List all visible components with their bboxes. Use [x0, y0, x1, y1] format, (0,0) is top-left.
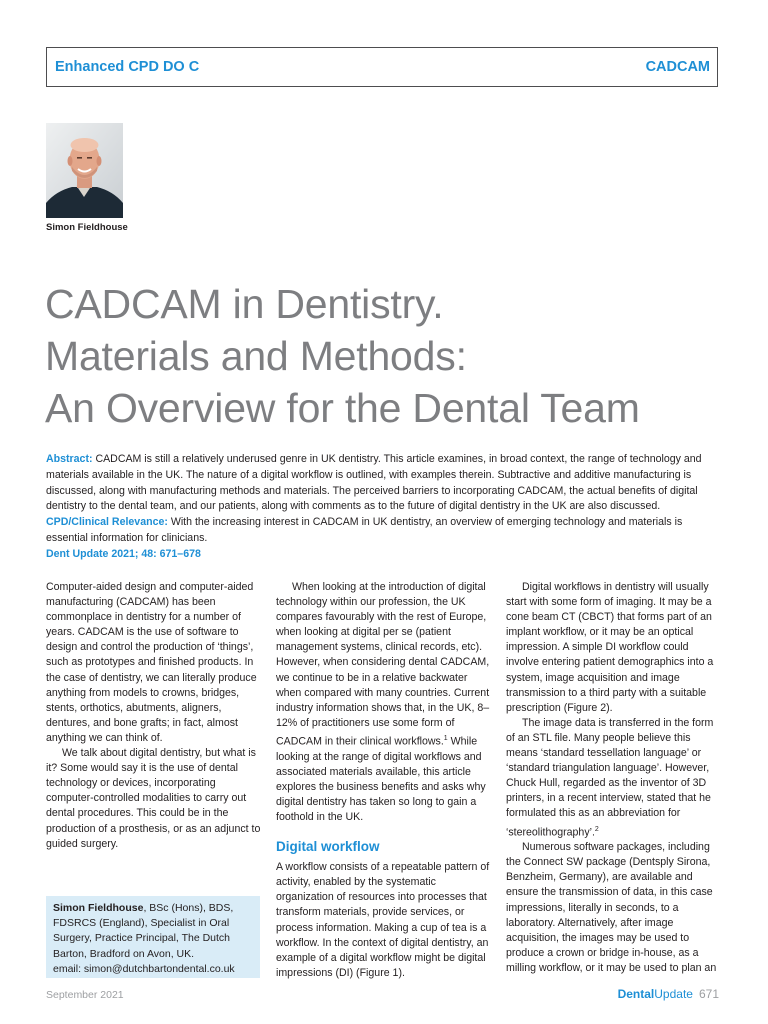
article-title	[45, 278, 745, 434]
cpd-relevance-label: CPD/Clinical Relevance:	[46, 516, 168, 529]
section-label: CADCAM	[645, 59, 710, 75]
bio-name: Simon Fieldhouse	[53, 902, 144, 914]
bio-email: email: simon@dutchbartondental.co.uk	[53, 962, 235, 975]
col2-paragraph-1	[276, 580, 494, 825]
section-heading-digital-workflow: Digital workflow	[276, 839, 380, 855]
title-line-2: Materials and Methods:	[45, 333, 467, 379]
cpd-relevance-text: With the increasing interest in CADCAM in UK dentistry, an overview of emerging technology and materials is essential information for clinicians.	[46, 516, 683, 544]
col3-paragraph-1: Digital workflows in dentistry will usually start with some form of imaging. It may be a cone beam CT (CBCT) that forms part of an implant workflow, or it may be an optical impression. A simple DI workflow could involve entering patient demographics into a system, image acquisition and image transmission to a third party with a suitable prescription (Figure 2).	[506, 581, 714, 714]
abstract-label: Abstract:	[46, 453, 93, 465]
col2-paragraph-1-text: When looking at the introduction of digital technology within our profession, the UK compares favourably with the rest of Europe, when looking at digital per se (patient management systems, clinical records, etc). However, when considering dental CADCAM, we continue to be in a relative backwater when compared with many countries. Current industry information shows that, in the UK, 8–12% of practitioners use some form of CADCAM in their clinical workflows.	[276, 581, 490, 748]
page-number: 671	[698, 987, 719, 1001]
body-column-3	[506, 580, 720, 976]
col2-paragraph-2: A workflow consists of a repeatable pattern of activity, enabled by the systematic organization of resources into processes that transform materials, provide services, or process information. Making a cup of tea is a workflow. In the context of digital dentistry, an example of a digital workflow might be digital impressions (DI) (Figure 1).	[276, 861, 490, 979]
col3-paragraph-2-text: The image data is transferred in the form of an STL file. Many people believe this means ‘standard tessellation language’ or ‘standard triangulation language’. However, Chuck Hull, regarded as the inventor of 3D printers, in a recent interview, stated that he formulated this as an abbreviation for ‘stereolithography’.	[506, 716, 714, 839]
col1-paragraph-1: Computer-aided design and computer-aided manufacturing (CADCAM) has been commonplace in dentistry for a number of years. CADCAM is the use of software to design and control the production of ‘things’, such as prototypes and finished products. In the case of dentistry, we can literally produce anything from models to crowns, bridges, stents, orthotics, abutments, aligners, dentures, and bone grafts; in fact, almost anything we can think of.	[46, 581, 257, 744]
cpd-relevance-paragraph	[46, 515, 726, 547]
col2-paragraph-1-end: While looking at the range of digital workflows and associated materials available, this article explores the business benefits and asks why digital dentistry has taken so long to gain a foothold in the UK.	[276, 735, 486, 823]
cpd-label: Enhanced CPD DO C	[55, 59, 200, 75]
body-column-1	[46, 580, 262, 852]
abstract-paragraph	[46, 452, 726, 515]
abstract-text: CADCAM is still a relatively underused genre in UK dentistry. This article examines, in broad context, the range of technology and materials available in the UK. The nature of a digital workflow is outlined, with examples therein. Subtractive and additive manufacturing is discussed, along with manufacturing methods and materials. The perceived barriers to incorporating CADCAM, the actual benefits of digital dentistry to the dental team, and our patients, along with comments as to the future of digital dentistry in the UK are also discussed.	[46, 453, 702, 513]
footer-date: September 2021	[46, 989, 124, 1001]
author-bio-box	[46, 896, 260, 978]
section-header-box	[46, 47, 718, 87]
col3-paragraph-3: Numerous software packages, including the Connect SW package (Dentsply Sirona, Benzheim, Germany), are available and ensure the transmission of data, in this case impressions, literally in seconds, to a laboratory. Alternatively, after image acquisition, the images may be used to produce a crown or bridge in-house, as a milling workflow, or it may be used to plan an	[506, 841, 717, 974]
title-line-1: CADCAM in Dentistry.	[45, 281, 444, 327]
bio-credentials: , BSc (Hons), BDS, FDSRCS (England), Specialist in Oral Surgery, Practice Principal, The Dutch Barton, Bradford on Avon, UK.	[53, 902, 234, 960]
reference-2: 2	[594, 825, 599, 833]
author-portrait-image	[46, 123, 123, 218]
abstract-block	[46, 452, 726, 563]
body-column-2	[276, 580, 494, 981]
title-line-3: An Overview for the Dental Team	[45, 385, 640, 431]
citation: Dent Update 2021; 48: 671–678	[46, 547, 201, 560]
author-caption: Simon Fieldhouse	[46, 222, 128, 233]
reference-1: 1	[443, 734, 448, 742]
col3-paragraph-2	[506, 716, 720, 840]
journal-name-part-1: Dental	[617, 987, 655, 1001]
author-photo	[46, 123, 123, 218]
footer-journal	[618, 987, 719, 1001]
journal-name-part-2: Update	[654, 987, 693, 1001]
col1-paragraph-2: We talk about digital dentistry, but what is it? Some would say it is the use of dental technology or devices, incorporating computer-controlled modalities to carry out dental procedures. This could be in the production of a prosthesis, or as an adjunct to guided surgery.	[46, 747, 261, 850]
